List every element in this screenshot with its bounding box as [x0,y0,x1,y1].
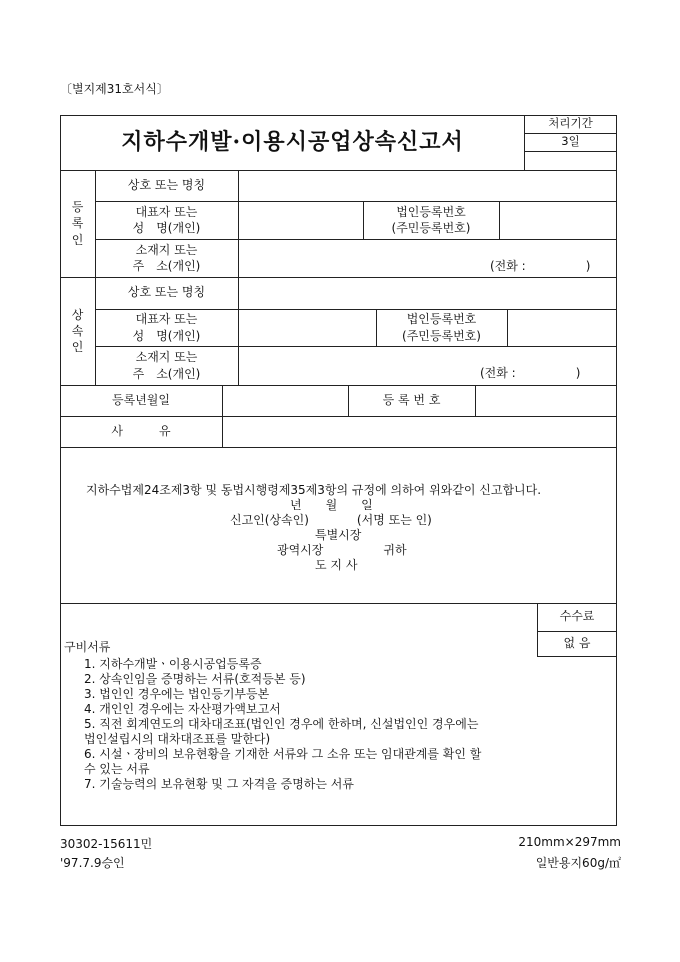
registrant-section-label: 등 록 인 [71,200,84,247]
reason-field[interactable] [223,417,616,446]
fee-value: 없 음 [563,635,591,650]
registrant-corp-no-label: 법인등록번호 (주민등록번호) [391,204,471,235]
required-doc-item: 6. 시설ㆍ장비의 보유현황을 기재한 서류와 그 소유 또는 임대관계를 확인 할 [84,747,482,761]
paper-size: 210mm×297mm [518,835,621,849]
registrant-addr-label: 소재지 또는 주 소(개인) [132,242,201,273]
form-title: 지하수개발·이용시공업상속신고서 [121,128,464,155]
required-doc-item: 수 있는 서류 [84,762,150,776]
processing-period-label: 처리기간 [548,116,593,131]
heir-rep-label: 대표자 또는 성 명(개인) [132,312,201,343]
reg-no-label: 등 록 번 호 [382,392,441,407]
required-doc-item: 7. 기술능력의 보유현황 및 그 자격을 증명하는 서류 [84,777,354,791]
heir-corp-no-field[interactable] [508,310,616,345]
heir-corp-no-label: 법인등록번호 (주민등록번호) [402,312,481,343]
addressee-2: 광역시장 귀하 [277,543,407,557]
processing-period-value: 3일 [561,134,580,149]
form-label: 〔별지제31호서식〕 [60,82,169,96]
required-doc-item: 5. 직전 회계연도의 대차대조표(법인인 경우에 한하며, 신설법인인 경우에는 [84,717,479,731]
registrant-trade-name-label: 상호 또는 명칭 [127,177,206,192]
declaration-date: 년 월 일 [290,498,373,512]
registrant-phone: (전화 : ) [490,259,591,273]
registrant-rep-field[interactable] [239,202,362,238]
heir-trade-name-field[interactable] [239,278,616,308]
heir-section-label: 상 속 인 [71,307,84,355]
reg-date-label: 등록년월일 [112,392,170,407]
paper-type: 일반용지60g/㎡ [535,856,621,870]
reason-label: 사 유 [111,423,171,438]
form-code: 30302-15611민 [60,837,153,851]
required-doc-item: 4. 개인인 경우에는 자산평가액보고서 [84,702,281,716]
heir-phone: (전화 : ) [480,366,581,380]
reg-no-field[interactable] [476,386,616,415]
registrant-trade-name-field[interactable] [239,171,616,200]
heir-trade-name-label: 상호 또는 명칭 [127,285,206,300]
declaration-text: 지하수법제24조제3항 및 동법시행령제35제3항의 규정에 의하여 위와같이 신고합니다. [86,483,542,497]
approval-date: '97.7.9승인 [60,856,125,870]
declaration-reporter: 신고인(상속인) (서명 또는 인) [230,513,432,527]
registrant-rep-label: 대표자 또는 성 명(개인) [132,204,201,235]
required-doc-item: 2. 상속인임을 증명하는 서류(호적등본 등) [84,672,306,686]
addressee-3: 도 지 사 [315,558,358,572]
required-doc-item: 법인설립시의 대차대조표를 말한다) [84,732,271,746]
fee-label: 수수료 [559,609,595,624]
heir-rep-field[interactable] [239,310,375,345]
required-docs-title: 구비서류 [64,640,111,654]
required-doc-item: 1. 지하수개발ㆍ이용시공업등록증 [84,657,262,671]
registrant-corp-no-field[interactable] [500,202,616,238]
heir-addr-label: 소재지 또는 주 소(개인) [132,350,201,381]
reg-date-field[interactable] [223,386,347,415]
required-doc-item: 3. 법인인 경우에는 법인등기부등본 [84,687,270,701]
addressee-1: 특별시장 [315,528,362,542]
